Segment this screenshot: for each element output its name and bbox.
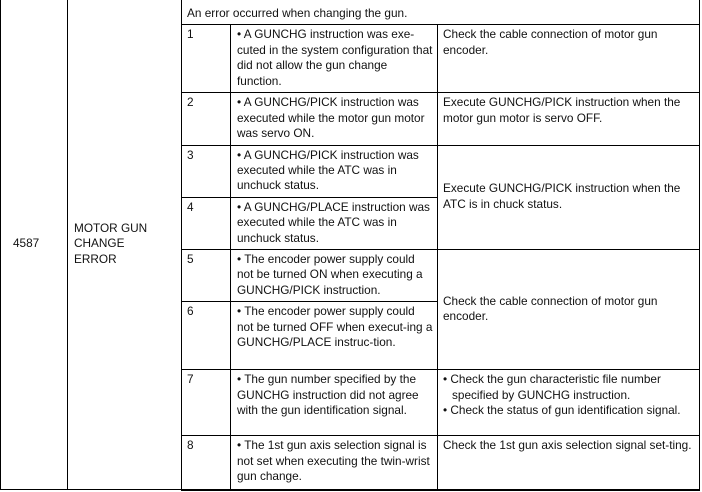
table-row — [1, 0, 700, 25]
cause-text: • The encoder power supply could not be turned ON when executing a GUNCHG/PICK instruction. — [231, 250, 438, 302]
remedy-bullet: • Check the status of gun identification signal. — [443, 403, 681, 418]
cause-text: • A GUNCHG instruction was exe-cuted in the system configuration that did not allow the gun change function. — [231, 25, 438, 93]
cause-number: 6 — [182, 302, 231, 370]
remedy-text: Check the cable connection of motor gun encoder. — [438, 25, 700, 93]
cause-number: 7 — [182, 370, 231, 436]
remedy-text: Execute GUNCHG/PICK instruction when the ATC is in chuck status. — [438, 145, 700, 249]
cause-text: • The encoder power supply could not be turned OFF when execut-ing a GUNCHG/PLACE instruc-tion. — [231, 302, 438, 370]
error-code-cell: 4587 — [1, 0, 68, 490]
cause-text: • A GUNCHG/PLACE instruction was executed while the ATC was in unchuck status. — [231, 197, 438, 249]
remedy-text: Check the 1st gun axis selection signal set-ting. — [438, 436, 700, 490]
cause-text: • The 1st gun axis selection signal is not set when executing the twin-wrist gun change. — [231, 436, 438, 490]
cause-number: 8 — [182, 436, 231, 490]
cause-number: 5 — [182, 250, 231, 302]
cause-number: 3 — [182, 145, 231, 197]
remedy-cell — [438, 370, 700, 436]
remedy-text: Execute GUNCHG/PICK instruction when the motor gun motor is servo OFF. — [438, 93, 700, 145]
cause-text: • The gun number specified by the GUNCHG instruction did not agree with the gun identification signal. — [231, 370, 438, 436]
cause-number: 2 — [182, 93, 231, 145]
error-description: An error occurred when changing the gun. — [182, 0, 700, 25]
cause-text: • A GUNCHG/PICK instruction was executed while the ATC was in unchuck status. — [231, 145, 438, 197]
cause-text: • A GUNCHG/PICK instruction was executed while the motor gun motor was servo ON. — [231, 93, 438, 145]
remedy-text: Check the cable connection of motor gun encoder. — [438, 250, 700, 370]
cause-number: 4 — [182, 197, 231, 249]
remedy-bullet: • Check the gun characteristic file number specified by GUNCHG instruction. — [443, 372, 661, 402]
cause-number: 1 — [182, 25, 231, 93]
error-name-cell: MOTOR GUN CHANGE ERROR — [68, 0, 182, 490]
